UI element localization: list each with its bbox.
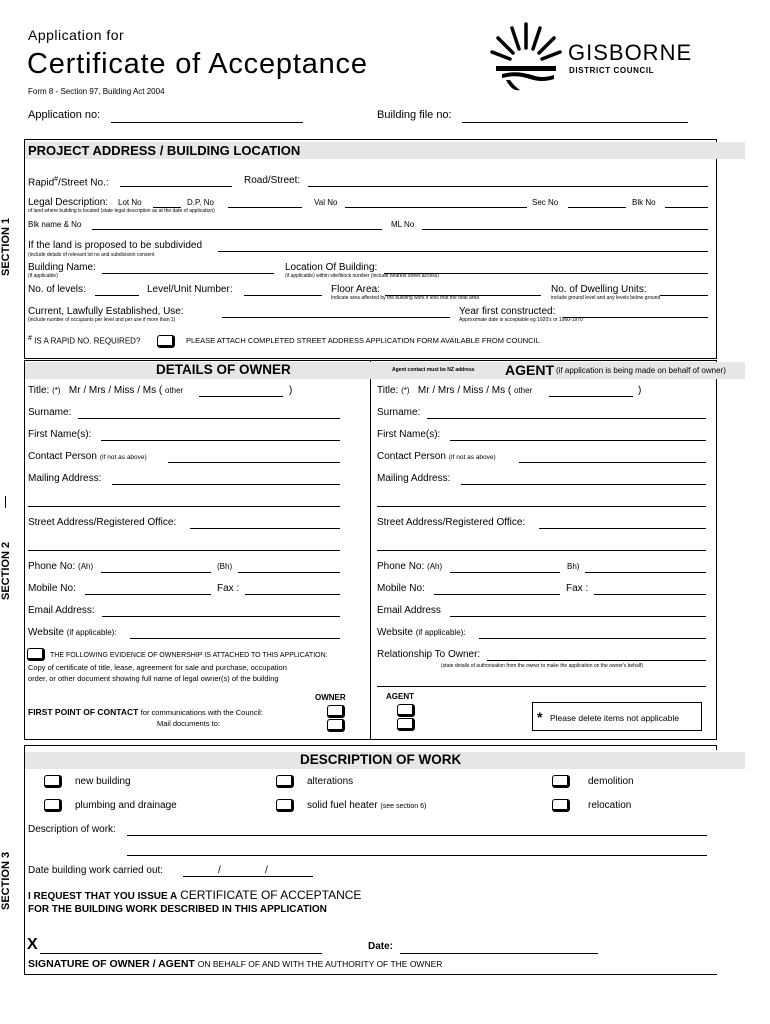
agent-surname-label: Surname: <box>377 407 421 418</box>
ml-field[interactable] <box>422 229 708 230</box>
mail-docs-label: Mail documents to: <box>157 719 220 728</box>
owner-surname-field[interactable] <box>78 418 340 419</box>
section-2-divider <box>370 360 371 740</box>
owner-website-label <box>28 628 117 638</box>
subdivided-note: (include details of relevant lot no and subdivision consent <box>28 252 155 258</box>
legal-note: of land where building is located (state legal description as at the date of application) <box>28 208 215 214</box>
agent-contact-note: (If not as above) <box>448 454 496 461</box>
section-1-heading: PROJECT ADDRESS / BUILDING LOCATION <box>28 143 301 158</box>
rapid-question <box>28 335 140 346</box>
request-a: I REQUEST THAT YOU ISSUE A <box>28 891 178 902</box>
owner-first-name-field[interactable] <box>101 440 340 441</box>
logo-name: GISBORNE <box>568 40 693 65</box>
levels-label: No. of levels: <box>28 284 86 295</box>
current-use-note: (include number of occupants per level and per use if more than 1) <box>28 317 176 323</box>
agent-mailing-field-2[interactable] <box>377 506 706 507</box>
agent-phone-ah: (Ah) <box>427 562 443 571</box>
signature-field[interactable] <box>40 953 322 954</box>
agent-title-label: Title: <box>377 385 399 396</box>
ml-label: ML No <box>391 220 415 229</box>
building-file-field[interactable] <box>462 122 688 123</box>
demolition-checkbox[interactable] <box>552 775 570 788</box>
solid-fuel-checkbox[interactable] <box>276 799 294 812</box>
current-use-field[interactable] <box>222 317 450 318</box>
agent-street-office-label: Street Address/Registered Office: <box>377 517 526 528</box>
owner-title-label: Title: <box>28 385 50 396</box>
sec-label: Sec No <box>532 198 559 207</box>
date-sep-2: / <box>265 865 268 876</box>
alterations-checkbox[interactable] <box>276 775 294 788</box>
alterations-label: alterations <box>307 776 354 787</box>
owner-title-star: (*) <box>52 386 61 395</box>
agent-mobile-label: Mobile No: <box>377 583 425 594</box>
owner-phone-bh: (Bh) <box>217 562 233 571</box>
plumbing-checkbox[interactable] <box>44 799 62 812</box>
road-field[interactable] <box>308 186 708 187</box>
owner-contact-note: (If not as above) <box>99 454 147 461</box>
building-name-field[interactable] <box>102 273 274 274</box>
blk-field[interactable] <box>665 207 708 208</box>
dp-field[interactable] <box>228 207 302 208</box>
request-line-2: FOR THE BUILDING WORK DESCRIBED IN THIS APPLICATION <box>28 904 327 915</box>
lot-label: Lot No <box>118 198 142 207</box>
evidence-checkbox[interactable] <box>27 648 45 661</box>
street-no-label: /Street No.: <box>58 177 109 189</box>
evidence-line-2: order, or other document showing full name of legal owner(s) of the building <box>28 674 279 683</box>
floor-area-note: Indicate area affected by the building work if less that the total area <box>331 295 480 301</box>
date-work-field[interactable] <box>183 876 313 877</box>
owner-mailing-field-2[interactable] <box>28 506 340 507</box>
rapid-hash: # <box>54 176 59 183</box>
date-work-label: Date building work carried out: <box>28 865 164 876</box>
owner-fax-field[interactable] <box>245 594 340 595</box>
first-point-text: FIRST POINT OF CONTACT <box>28 707 139 717</box>
new-building-label: new building <box>75 776 131 787</box>
agent-first-name-label: First Name(s): <box>377 429 441 440</box>
agent-website-label <box>377 628 466 638</box>
agent-street-office-field[interactable] <box>539 528 706 529</box>
owner-mobile-label: Mobile No: <box>28 583 76 594</box>
solid-fuel-label <box>307 801 426 811</box>
level-unit-label: Level/Unit Number: <box>147 284 233 295</box>
owner-phone-ah: (Ah) <box>78 562 94 571</box>
desc-work-field[interactable] <box>127 835 707 836</box>
signature-label <box>28 959 442 970</box>
agent-street-office-field-2[interactable] <box>377 550 706 551</box>
form-title: Certificate of Acceptance <box>27 48 368 80</box>
evidence-line-1: Copy of certificate of title, lease, agreement for sale and purchase, occupation <box>28 663 287 672</box>
request-b: CERTIFICATE OF ACCEPTANCE <box>180 888 362 902</box>
agent-email-field[interactable] <box>450 616 706 617</box>
application-no-field[interactable] <box>111 122 303 123</box>
agent-contact-text: Contact Person <box>377 451 446 462</box>
agent-mobile-field[interactable] <box>434 594 560 595</box>
agent-phone-text: Phone No: <box>377 561 425 572</box>
owner-title-other-field[interactable] <box>199 396 283 397</box>
rapid-q-note: PLEASE ATTACH COMPLETED STREET ADDRESS APPLICATION FORM AVAILABLE FROM COUNCIL <box>186 336 540 345</box>
agent-fax-label: Fax : <box>566 583 589 594</box>
val-field[interactable] <box>345 207 527 208</box>
mail-agent-checkbox[interactable] <box>397 718 415 731</box>
relationship-note: (state details of authorisation from the owner to make the application on the owner's behalf) <box>441 663 643 669</box>
building-file-label: Building file no: <box>377 109 452 121</box>
desc-work-field-2[interactable] <box>127 855 707 856</box>
rapid-label-text: Rapid <box>28 177 55 189</box>
section-3-corner <box>716 745 717 750</box>
owner-street-office-field[interactable] <box>190 528 340 529</box>
rapid-label <box>28 176 109 188</box>
solid-fuel-note: (see section 6) <box>380 803 427 810</box>
owner-mobile-field[interactable] <box>85 594 211 595</box>
relocation-label: relocation <box>588 800 632 811</box>
road-label: Road/Street: <box>244 175 301 186</box>
section-3-label: SECTION 3 <box>0 851 12 910</box>
signature-title: SIGNATURE OF OWNER / AGENT <box>28 958 195 970</box>
owner-first-name-label: First Name(s): <box>28 429 92 440</box>
year-note: Approximate date is acceptable eg 1920's or 1960-1970 <box>459 317 583 323</box>
owner-email-field[interactable] <box>102 616 340 617</box>
agent-title-other-field[interactable] <box>549 396 633 397</box>
agent-contact-field[interactable] <box>519 462 706 463</box>
agent-contact-label <box>377 452 496 462</box>
sec-field[interactable] <box>568 207 626 208</box>
owner-title-row <box>28 386 183 396</box>
dwelling-label: No. of Dwelling Units: <box>551 284 647 295</box>
rapid-q-text: IS A RAPID NO. REQUIRED? <box>34 336 141 346</box>
section-3-heading: DESCRIPTION OF WORK <box>300 752 462 767</box>
dwelling-field[interactable] <box>660 295 708 296</box>
building-name-label: Building Name: <box>28 262 96 273</box>
agent-fax-field[interactable] <box>594 594 706 595</box>
level-unit-field[interactable] <box>244 295 322 296</box>
blk-label: Blk No <box>632 198 656 207</box>
owner-title-close: ) <box>289 385 293 396</box>
desc-work-label: Description of work: <box>28 824 116 835</box>
owner-website-note: (if applicable): <box>66 628 117 637</box>
agent-website-note: (if applicable): <box>415 628 466 637</box>
agent-mailing-label: Mailing Address: <box>377 473 451 484</box>
owner-contact-field[interactable] <box>168 462 340 463</box>
subdivided-field[interactable] <box>218 251 708 252</box>
signature-date-field[interactable] <box>400 953 598 954</box>
blk-name-field[interactable] <box>92 229 382 230</box>
owner-phone-label <box>28 562 93 572</box>
logo-subtitle: DISTRICT COUNCIL <box>569 66 655 75</box>
owner-contact-label <box>28 452 147 462</box>
agent-heading: AGENT <box>505 362 554 378</box>
agent-title-close: ) <box>638 385 642 396</box>
agent-phone-bh-field[interactable] <box>585 572 706 573</box>
owner-phone-text: Phone No: <box>28 561 76 572</box>
agent-phone-bh: Bh) <box>567 562 580 571</box>
agent-title-row <box>377 386 532 396</box>
delete-star: * <box>537 709 543 725</box>
agent-first-name-field[interactable] <box>450 440 706 441</box>
evidence-title: THE FOLLOWING EVIDENCE OF OWNERSHIP IS ATTACHED TO THIS APPLICATION: <box>50 652 328 659</box>
location-note: (if applicable) within site/block number (include nearest street access) <box>285 273 439 279</box>
contact-owner-label: OWNER <box>315 693 346 702</box>
rapid-required-checkbox[interactable] <box>157 335 175 348</box>
agent-title-star: (*) <box>401 386 410 395</box>
council-logo-icon <box>486 18 566 98</box>
demolition-label: demolition <box>588 776 634 787</box>
first-point-label <box>28 708 263 717</box>
relocation-checkbox[interactable] <box>552 799 570 812</box>
agent-nz-note: Agent contact must be NZ address <box>392 367 475 373</box>
signature-x: X <box>27 936 38 953</box>
agent-mailing-field[interactable] <box>461 484 706 485</box>
owner-surname-label: Surname: <box>28 407 72 418</box>
owner-phone-ah-field[interactable] <box>101 572 211 573</box>
val-label: Val No <box>314 198 338 207</box>
owner-email-label: Email Address: <box>28 605 95 616</box>
building-name-note: (if applicable) <box>28 273 58 279</box>
new-building-checkbox[interactable] <box>44 775 62 788</box>
owner-fax-label: Fax : <box>217 583 240 594</box>
dp-label: D.P. No <box>187 198 214 207</box>
pre-title: Application for <box>28 27 125 43</box>
agent-surname-field[interactable] <box>427 418 706 419</box>
agent-email-label: Email Address <box>377 605 441 616</box>
rapid-q-hash: # <box>28 335 32 342</box>
owner-website-field[interactable] <box>130 638 340 639</box>
mail-owner-checkbox[interactable] <box>327 719 345 732</box>
agent-phone-ah-field[interactable] <box>450 572 560 573</box>
application-no-label: Application no: <box>28 109 101 121</box>
relationship-label: Relationship To Owner: <box>377 649 481 660</box>
agent-phone-label <box>377 562 442 572</box>
section-2-label: SECTION 2 <box>0 541 12 600</box>
signature-date-label: Date: <box>368 941 394 952</box>
contact-owner-checkbox[interactable] <box>327 705 345 718</box>
agent-website-field[interactable] <box>479 638 706 639</box>
section-1-label: SECTION 1 <box>0 217 12 276</box>
solid-fuel-text: solid fuel heater <box>307 800 378 811</box>
relationship-field-2[interactable] <box>377 686 706 687</box>
relationship-field[interactable] <box>487 660 706 661</box>
owner-title-other: other <box>165 386 184 395</box>
location-label: Location Of Building: <box>285 262 378 273</box>
owner-heading: DETAILS OF OWNER <box>156 362 291 377</box>
date-sep-1: / <box>218 865 221 876</box>
current-use-label: Current, Lawfully Established, Use: <box>28 306 184 317</box>
first-point-note: for communications with the Council: <box>140 708 263 717</box>
owner-website-text: Website <box>28 627 64 638</box>
owner-title-options: Mr / Mrs / Miss / Ms ( <box>68 385 163 396</box>
owner-contact-text: Contact Person <box>28 451 97 462</box>
request-line-1 <box>28 889 361 902</box>
year-label: Year first constructed: <box>459 306 556 317</box>
dwelling-note: include ground level and any levels below ground <box>551 295 661 301</box>
owner-mailing-field[interactable] <box>112 484 340 485</box>
floor-area-label: Floor Area: <box>331 284 380 295</box>
signature-note: ON BEHALF OF AND WITH THE AUTHORITY OF THE OWNER <box>197 959 443 969</box>
agent-title-other: other <box>514 386 533 395</box>
contact-agent-checkbox[interactable] <box>397 704 415 717</box>
legal-label: Legal Description: <box>28 197 109 208</box>
plumbing-label: plumbing and drainage <box>75 800 177 811</box>
owner-phone-bh-field[interactable] <box>238 572 340 573</box>
owner-street-office-field-2[interactable] <box>28 550 340 551</box>
agent-website-text: Website <box>377 627 413 638</box>
year-field[interactable] <box>563 317 708 318</box>
owner-mailing-label: Mailing Address: <box>28 473 102 484</box>
agent-heading-note: (if application is being made on behalf of owner) <box>556 366 726 375</box>
contact-agent-label: AGENT <box>386 692 414 701</box>
agent-title-options: Mr / Mrs / Miss / Ms ( <box>417 385 512 396</box>
delete-note: Please delete items not applicable <box>550 713 679 723</box>
form-subtitle: Form 8 - Section 97, Building Act 2004 <box>28 87 165 96</box>
subdivided-label: If the land is proposed to be subdivided <box>28 240 203 251</box>
levels-field[interactable] <box>95 295 139 296</box>
section-divider-mark <box>5 496 6 508</box>
blk-name-label: Blk name & No <box>28 220 82 229</box>
owner-street-office-label: Street Address/Registered Office: <box>28 517 177 528</box>
street-no-field[interactable] <box>120 186 232 187</box>
